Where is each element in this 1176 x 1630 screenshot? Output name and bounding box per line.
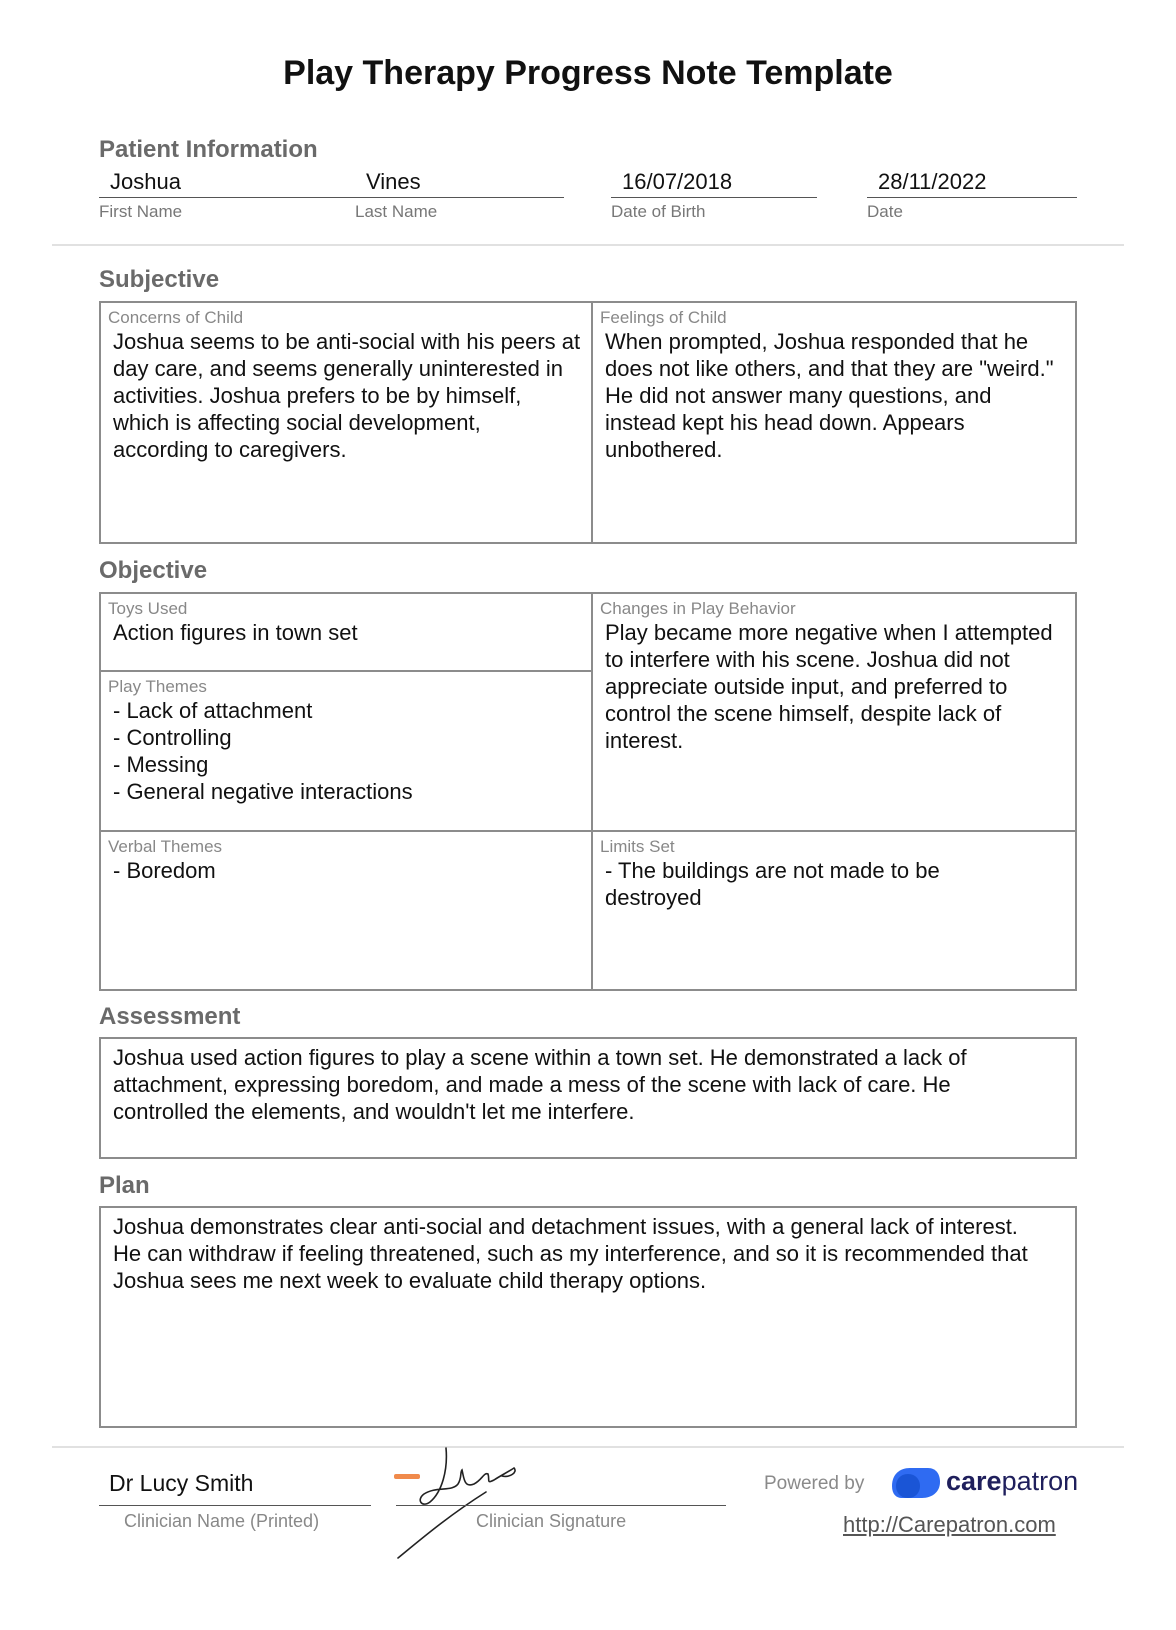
- feelings-of-child-text: When prompted, Joshua responded that he does not like others, and that they are "weird." He did not answer many questions, and instead kept his head down. Appears unbothered.: [605, 329, 1054, 462]
- date-value[interactable]: 28/11/2022: [878, 169, 987, 194]
- subjective-box: [99, 301, 1077, 544]
- list-item: - General negative interactions: [113, 779, 413, 804]
- list-item: - Lack of attachment: [113, 698, 313, 723]
- section-divider: [52, 244, 1124, 246]
- assessment-box[interactable]: [99, 1037, 1077, 1159]
- objective-heading: Objective: [99, 557, 208, 584]
- name-field-group: [99, 167, 564, 223]
- date-of-birth-field: [611, 167, 817, 223]
- concerns-of-child-cell[interactable]: [101, 303, 591, 542]
- plan-heading: Plan: [99, 1172, 150, 1199]
- verbal-themes-cell[interactable]: [101, 832, 591, 989]
- objective-box: [99, 592, 1077, 991]
- play-themes-list: [113, 697, 581, 805]
- footer-divider: [52, 1446, 1124, 1448]
- assessment-text: Joshua used action figures to play a scene within a town set. He demonstrated a lack of attachment, expressing boredom, and made a mess of the scene with lack of care. He controlled the elements, and wouldn't let me interfere.: [113, 1045, 967, 1124]
- carepatron-logo-icon: [888, 1464, 942, 1502]
- verbal-themes-label: Verbal Themes: [108, 837, 223, 856]
- carepatron-website-link[interactable]: http://Carepatron.com: [843, 1512, 1056, 1537]
- date-field: [867, 167, 1077, 223]
- concerns-of-child-label: Concerns of Child: [108, 308, 244, 327]
- list-item: - Controlling: [113, 725, 232, 750]
- play-themes-cell[interactable]: [101, 672, 591, 830]
- list-item: - Messing: [113, 752, 209, 777]
- last-name-label: Last Name: [355, 202, 438, 221]
- clinician-name[interactable]: Dr Lucy Smith: [109, 1470, 254, 1496]
- play-themes-label: Play Themes: [108, 677, 207, 696]
- limits-set-text: - The buildings are not made to be destroyed: [605, 858, 940, 910]
- concerns-of-child-text: Joshua seems to be anti-social with his peers at day care, and seems generally uninterested in activities. Joshua prefers to be by himself, which is affecting social development, according to caregivers.: [113, 329, 581, 462]
- powered-by-text: Powered by: [764, 1473, 865, 1494]
- verbal-themes-text: - Boredom: [113, 858, 216, 883]
- first-name-value[interactable]: Joshua: [110, 169, 181, 194]
- feelings-of-child-cell[interactable]: [593, 303, 1075, 542]
- page-title: Play Therapy Progress Note Template: [283, 54, 893, 92]
- plan-box[interactable]: [99, 1206, 1077, 1428]
- feelings-of-child-label: Feelings of Child: [600, 308, 727, 327]
- clinician-name-label: Clinician Name (Printed): [124, 1511, 320, 1531]
- toys-used-cell[interactable]: [101, 594, 591, 670]
- toys-used-label: Toys Used: [108, 599, 188, 618]
- plan-text: Joshua demonstrates clear anti-social and detachment issues, with a general lack of interest. He can withdraw if feeling threatened, such as my interference, and so it is recommended that Joshua sees me next week to evaluate child therapy options.: [113, 1214, 1028, 1293]
- date-of-birth-label: Date of Birth: [611, 202, 706, 221]
- signature-stroke: [420, 1448, 515, 1504]
- date-label: Date: [867, 202, 903, 221]
- signature-icon: [390, 1440, 550, 1560]
- changes-in-play-behavior-text: Play became more negative when I attempted to interfere with his scene. Joshua did not appreciate outside input, and preferred to control the scene himself, despite lack of interest.: [605, 620, 1053, 753]
- changes-in-play-behavior-cell[interactable]: [593, 594, 1075, 830]
- assessment-heading: Assessment: [99, 1003, 241, 1030]
- signature-accent-mark: [394, 1474, 420, 1479]
- changes-in-play-behavior-label: Changes in Play Behavior: [600, 599, 796, 618]
- toys-used-text: Action figures in town set: [113, 620, 358, 645]
- last-name-value[interactable]: Vines: [366, 169, 421, 194]
- signature-slash: [398, 1492, 486, 1558]
- limits-set-cell[interactable]: [593, 832, 1075, 989]
- first-name-label: First Name: [99, 202, 183, 221]
- date-of-birth-value[interactable]: 16/07/2018: [622, 169, 733, 194]
- clinician-signature-label: Clinician Signature: [476, 1511, 627, 1531]
- limits-set-label: Limits Set: [600, 837, 675, 856]
- carepatron-wordmark: carepatron: [946, 1466, 1079, 1496]
- patient-information-heading: Patient Information: [99, 136, 318, 163]
- subjective-heading: Subjective: [99, 266, 220, 293]
